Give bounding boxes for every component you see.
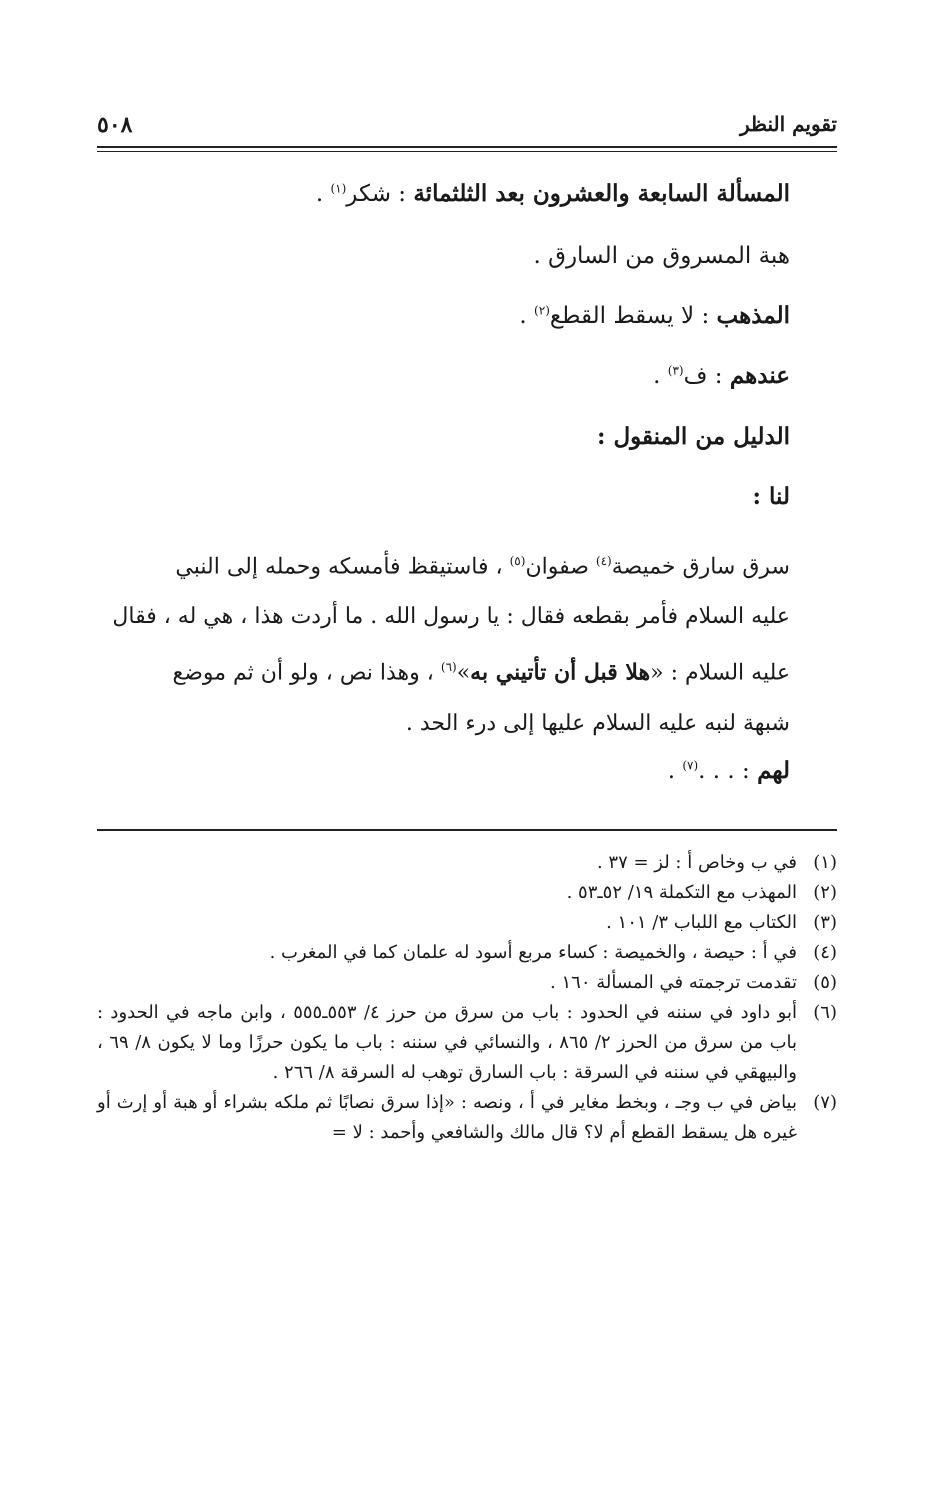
footnote-text: بياض في ب وجـ ، وبخط مغاير في أ ، ونصه : «إذا سرق نصابًا ثم ملكه بشراء أو هبة أو إرث أو غيره هل يسقط القطع أم لا؟ قال مالك والشافعي وأحمد : لا = — [97, 1092, 797, 1143]
footnote-ref[interactable]: (٣) — [667, 363, 684, 378]
dalil-heading: الدليل من المنقول : — [596, 423, 790, 450]
paragraph-line: عليه السلام : «هلا قبل أن تأتيني به»$^{(٦)}$ ، وهذا نص ، ولو أن ثم موضع — [172, 659, 790, 686]
footnote-number: (٧) — [813, 1092, 837, 1113]
running-title: تقويم النظر — [740, 112, 837, 136]
footnote-ref[interactable]: (٧) — [682, 758, 699, 773]
indahum-line: عندهم : ف$^{(٣)}$ . — [653, 362, 790, 389]
footnote — [97, 968, 837, 998]
footnotes — [97, 848, 837, 1148]
footnote — [97, 878, 837, 908]
footnote-text: الكتاب مع اللباب ٣/ ١٠١ . — [606, 912, 797, 933]
footnote-ref[interactable]: (٤) — [595, 554, 612, 568]
running-header — [97, 112, 837, 142]
footnote — [97, 938, 837, 968]
footnote-ref[interactable]: (٢) — [534, 303, 550, 318]
footnote-text: أبو داود في سننه في الحدود : باب من سرق من حرز ٤/ ٥٥٣ـ٥٥٥ ، وابن ماجه في الحدود : باب من سرق من الحرز ٢/ ٨٦٥ ، والنسائي في سننه : باب ما يكون حرزًا وما لا يكون ٨/ ٦٩ ، والبيهقي في سننه في السرقة : باب السارق توهب له السرقة ٨/ ٢٦٦ . — [97, 1002, 798, 1083]
issue-subject: هبة المسروق من السارق . — [533, 243, 790, 269]
paragraph-line: عليه السلام فأمر بقطعه فقال : يا رسول الله . ما أردت هذا ، هي له ، فقال — [112, 604, 790, 630]
footnote-text: في أ : حيصة ، والخميصة : كساء مربع أسود له علمان كما في المغرب . — [269, 942, 797, 963]
lahum-line: لهم : . . .$^{(٧)}$ . — [667, 757, 790, 784]
hadith-quote: هلا قبل أن تأتيني به — [470, 659, 651, 686]
footnote-ref[interactable]: (١) — [330, 181, 347, 196]
footnote-text: تقدمت ترجمته في المسألة ١٦٠ . — [550, 972, 797, 993]
evidence-paragraph — [100, 536, 790, 749]
footnote-ref[interactable]: (٦) — [440, 660, 457, 675]
paragraph-line: شبهة لنبه عليه السلام عليها إلى درء الحد . — [405, 710, 790, 736]
page-number: ٥٠٨ — [97, 112, 133, 138]
footnote-number: (٤) — [813, 942, 837, 963]
footnote — [97, 1088, 837, 1148]
footnote-ref[interactable]: (٥) — [509, 554, 526, 568]
footnote — [97, 908, 837, 938]
madhhab-line: المذهب : لا يسقط القطع$^{(٢)}$ . — [519, 302, 790, 329]
header-rule-thin — [97, 151, 837, 152]
footnote — [97, 848, 837, 878]
footnote-text: المهذب مع التكملة ١٩/ ٥٢ـ٥٣ . — [566, 882, 797, 903]
footnote — [97, 998, 837, 1088]
header-rule — [97, 146, 837, 148]
continuation-mark: = — [331, 1122, 347, 1143]
footnote-number: (٥) — [813, 972, 837, 993]
footnote-text: في ب وخاص أ : لز = ٣٧ . — [596, 852, 797, 873]
issue-heading: المسألة السابعة والعشرون بعد الثلثمائة : شكر$^{(١)}$ . — [315, 180, 790, 207]
footnote-number: (١) — [813, 852, 837, 873]
footnote-number: (٢) — [813, 882, 837, 903]
footnote-number: (٣) — [813, 912, 837, 933]
footnote-number: (٦) — [813, 1002, 837, 1023]
footnote-separator — [97, 829, 837, 831]
lana-heading: لنا : — [752, 483, 790, 510]
paragraph-line: سرق سارق خميصة$^{(٤)}$ صفوان$^{(٥)}$ ، فاستيقظ فأمسكه وحمله إلى النبي — [175, 554, 790, 580]
